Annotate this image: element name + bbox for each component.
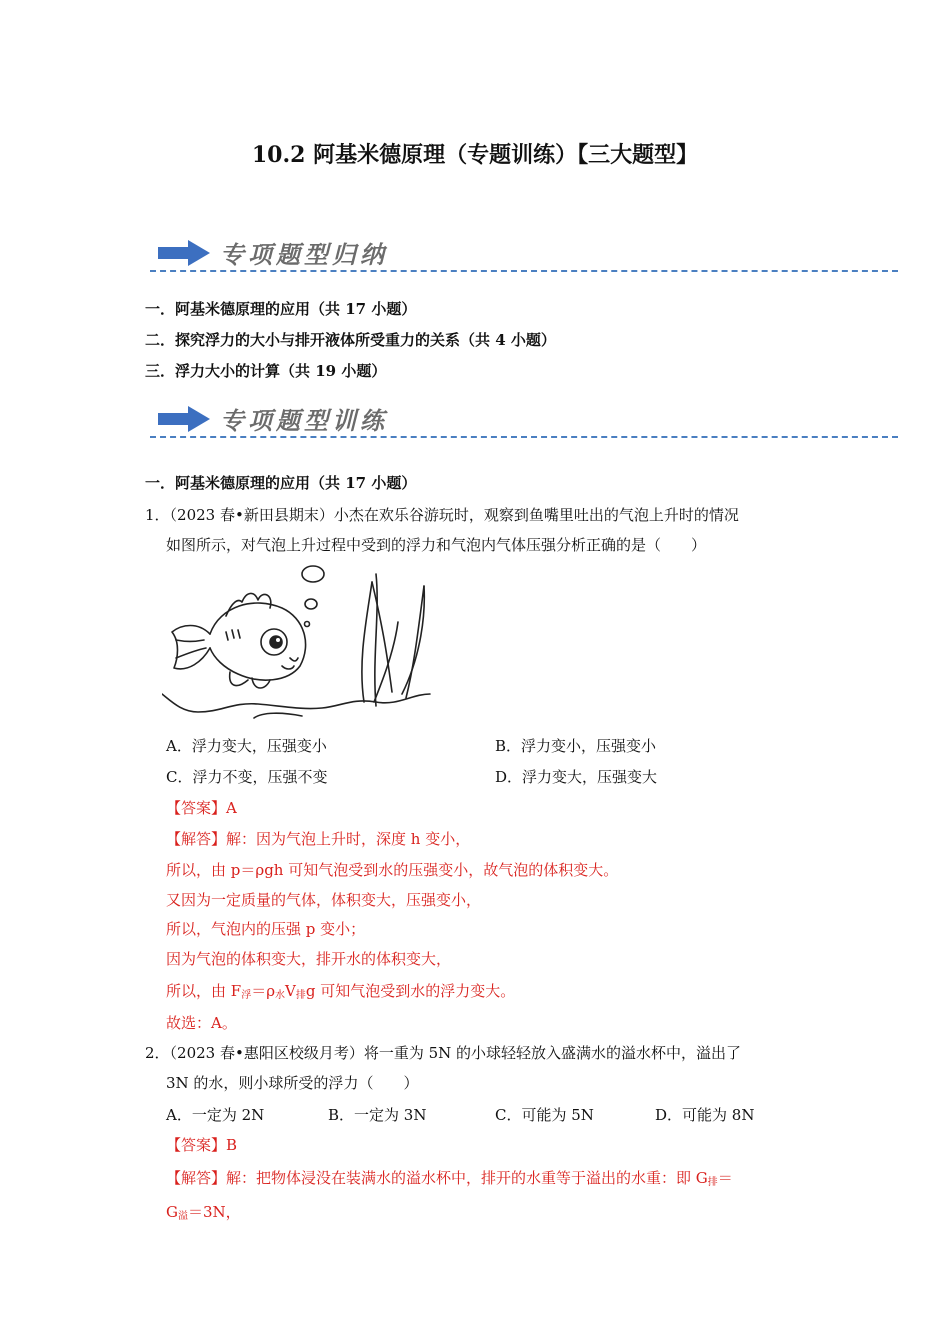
q2-sol2-text-a: G	[166, 1203, 178, 1221]
q2-option-c[interactable]: C．可能为 5N	[495, 1106, 594, 1124]
q2-stem-line1: 2．（2023 春•惠阳区校级月考）将一重为 5N 的小球轻轻放入盛满水的溢水杯中，溢出了	[145, 1044, 742, 1062]
q2-sol1-text-b: ＝	[717, 1169, 733, 1187]
banner-title: 专项题型归纳	[220, 241, 388, 269]
q2-sol1-text-a: 【解答】解：把物体浸没在装满水的溢水杯中，排开的水重等于溢出的水重：即 G	[166, 1169, 708, 1187]
q1-sol6-text-d: g 可知气泡受到水的浮力变大。	[305, 982, 516, 1000]
arrow-right-icon	[158, 240, 210, 266]
q1-option-c[interactable]: C．浮力不变，压强不变	[166, 768, 328, 786]
q1-sol6-sub-pai: 排	[295, 990, 306, 1001]
q2-option-d[interactable]: D．可能为 8N	[655, 1106, 755, 1124]
q1-solution-line3: 又因为一定质量的气体，体积变大，压强变小，	[166, 891, 482, 909]
q1-option-d[interactable]: D．浮力变大，压强变大	[495, 768, 658, 786]
fish-bubbles-illustration	[162, 562, 434, 724]
q2-option-b[interactable]: B．一定为 3N	[328, 1106, 427, 1124]
section-banner-training	[158, 400, 918, 440]
q1-answer: 【答案】A	[166, 799, 237, 817]
q2-solution-line2	[166, 1201, 241, 1222]
q1-solution-line1: 【解答】解：因为气泡上升时，深度 h 变小，	[166, 830, 471, 848]
q1-sol6-sub-fu: 浮	[241, 990, 252, 1001]
q2-sol2-sub-yi: 溢	[177, 1211, 188, 1222]
q1-sol6-text-c: V	[285, 982, 296, 1000]
banner-divider	[150, 270, 898, 272]
toc-item-2[interactable]: 二．探究浮力的大小与排开液体所受重力的关系（共 4 小题）	[145, 331, 556, 349]
toc-item-3[interactable]: 三．浮力大小的计算（共 19 小题）	[145, 362, 387, 380]
q1-solution-line2: 所以，由 p＝ρgh 可知气泡受到水的压强变小，故气泡的体积变大。	[166, 861, 619, 879]
banner-divider	[150, 436, 898, 438]
q2-sol2-text-b: ＝3N，	[187, 1203, 241, 1221]
section-banner-summary	[158, 234, 918, 274]
q1-stem-line1: 1．（2023 春•新田县期末）小杰在欢乐谷游玩时，观察到鱼嘴里吐出的气泡上升时的情况	[145, 506, 739, 524]
q1-solution-line4: 所以，气泡内的压强 p 变小；	[166, 920, 366, 938]
page-title: 10.2 阿基米德原理（专题训练）【三大题型】	[251, 142, 699, 168]
q1-option-a[interactable]: A．浮力变大，压强变小	[166, 737, 327, 755]
q2-sol1-sub-pai: 排	[707, 1177, 718, 1188]
q2-stem-line2: 3N 的水，则小球所受的浮力（ ）	[166, 1074, 419, 1092]
q1-option-b[interactable]: B．浮力变小，压强变小	[495, 737, 657, 755]
q1-sol6-sub-shui: 水	[275, 990, 286, 1001]
q1-stem-line2: 如图所示，对气泡上升过程中受到的浮力和气泡内气体压强分析正确的是（ ）	[166, 536, 707, 554]
q2-option-a[interactable]: A．一定为 2N	[166, 1106, 265, 1124]
q1-sol6-text-b: ＝ρ	[251, 982, 276, 1000]
q2-answer: 【答案】B	[166, 1136, 238, 1154]
q1-solution-line5: 因为气泡的体积变大，排开水的体积变大，	[166, 950, 452, 968]
section-heading-1: 一．阿基米德原理的应用（共 17 小题）	[145, 474, 417, 492]
q1-solution-line7: 故选：A。	[166, 1014, 237, 1032]
toc-item-1[interactable]: 一．阿基米德原理的应用（共 17 小题）	[145, 300, 417, 318]
arrow-right-icon	[158, 406, 210, 432]
banner-title: 专项题型训练	[220, 407, 388, 435]
q1-solution-line6	[166, 980, 515, 1001]
q1-sol6-text-a: 所以，由 F	[166, 982, 242, 1000]
q2-solution-line1	[166, 1167, 733, 1188]
